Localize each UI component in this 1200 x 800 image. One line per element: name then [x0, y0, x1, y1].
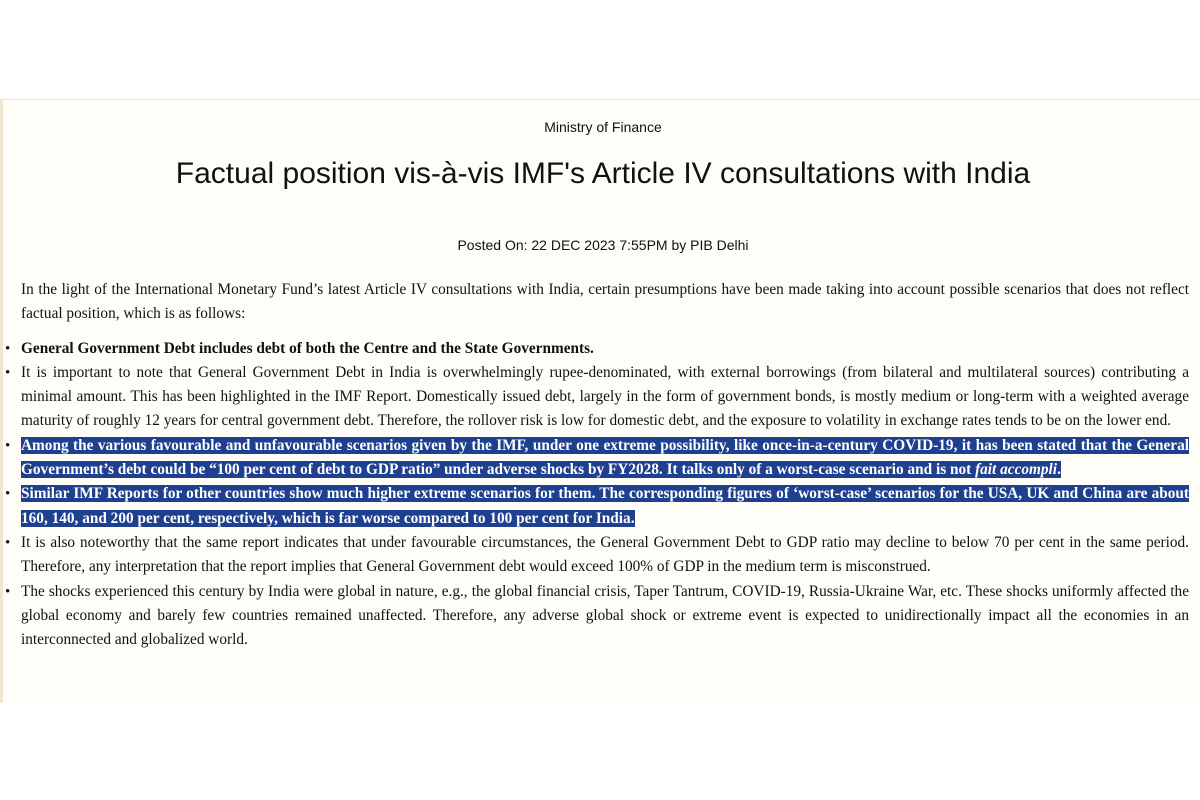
- highlighted-text[interactable]: [21, 485, 1189, 526]
- bullet-list: [21, 337, 1189, 653]
- list-item: [21, 580, 1189, 653]
- list-item: [21, 531, 1189, 580]
- press-release-page: [0, 99, 1200, 703]
- italic-phrase: fait accompli: [975, 461, 1058, 479]
- list-item-text: It is important to note that General Government Debt in India is overwhelmingly rupee-denominated, with external borrowings (from bilateral and multilateral sources) contributing a minimal amount. This has been highlighted in the IMF Report. Domestically issued debt, largely in the form of government bonds, is mostly medium or long-term with a weighted average maturity of roughly 12 years for central government debt. Therefore, the rollover risk is low for domestic debt, and the exposure to volatility in exchange rates tends to be on the lower end.: [21, 363, 1189, 430]
- list-item: [21, 337, 1189, 361]
- list-item-tail: .: [1057, 461, 1061, 479]
- list-item: [21, 361, 1189, 434]
- release-body: [21, 278, 1189, 652]
- list-item-text: The shocks experienced this century by India were global in nature, e.g., the global financial crisis, Taper Tantrum, COVID-19, Russia-Ukraine War, etc. These shocks uniformly affected the global economy and barely few countries remained unaffected. Therefore, any adverse global shock or extreme event is expected to unidirectionally impact all the economies in an interconnected and globalized world.: [21, 582, 1189, 649]
- list-item: [21, 434, 1189, 483]
- ministry-name: Ministry of Finance: [544, 119, 662, 135]
- list-item-text: Among the various favourable and unfavourable scenarios given by the IMF, under one extreme possibility, like once-in-a-century COVID-19, it has been stated that the General Government’s debt could be “100 per cent of debt to GDP ratio” under adverse shocks by FY2028. It talks only of a worst-case scenario and is not: [21, 436, 1189, 479]
- list-item-text: Similar IMF Reports for other countries show much higher extreme scenarios for them. The corresponding figures of ‘worst-case’ scenarios for the USA, UK and China are about 160, 140, and 200 per cent, respectively, which is far worse compared to 100 per cent for India.: [21, 485, 1189, 527]
- page-title: Factual position vis-à-vis IMF's Article IV consultations with India: [175, 157, 1031, 190]
- list-item: [21, 482, 1189, 531]
- intro-paragraph: In the light of the International Monetary Fund’s latest Article IV consultations with India, certain presumptions have been made taking into account possible scenarios that does not reflect factual position, which is as follows:: [21, 281, 1189, 323]
- posted-on-line: Posted On: 22 DEC 2023 7:55PM by PIB Delhi: [457, 237, 749, 253]
- list-item-text: It is also noteworthy that the same report indicates that under favourable circumstances, the General Government Debt to GDP ratio may decline to below 70 per cent in the same period. Therefore, any interpretation that the report implies that General Government debt would exceed 100% of GDP in the medium term is misconstrued.: [21, 533, 1189, 576]
- highlighted-text[interactable]: [21, 437, 1189, 478]
- list-item-text: General Government Debt includes debt of both the Centre and the State Governments.: [21, 339, 594, 357]
